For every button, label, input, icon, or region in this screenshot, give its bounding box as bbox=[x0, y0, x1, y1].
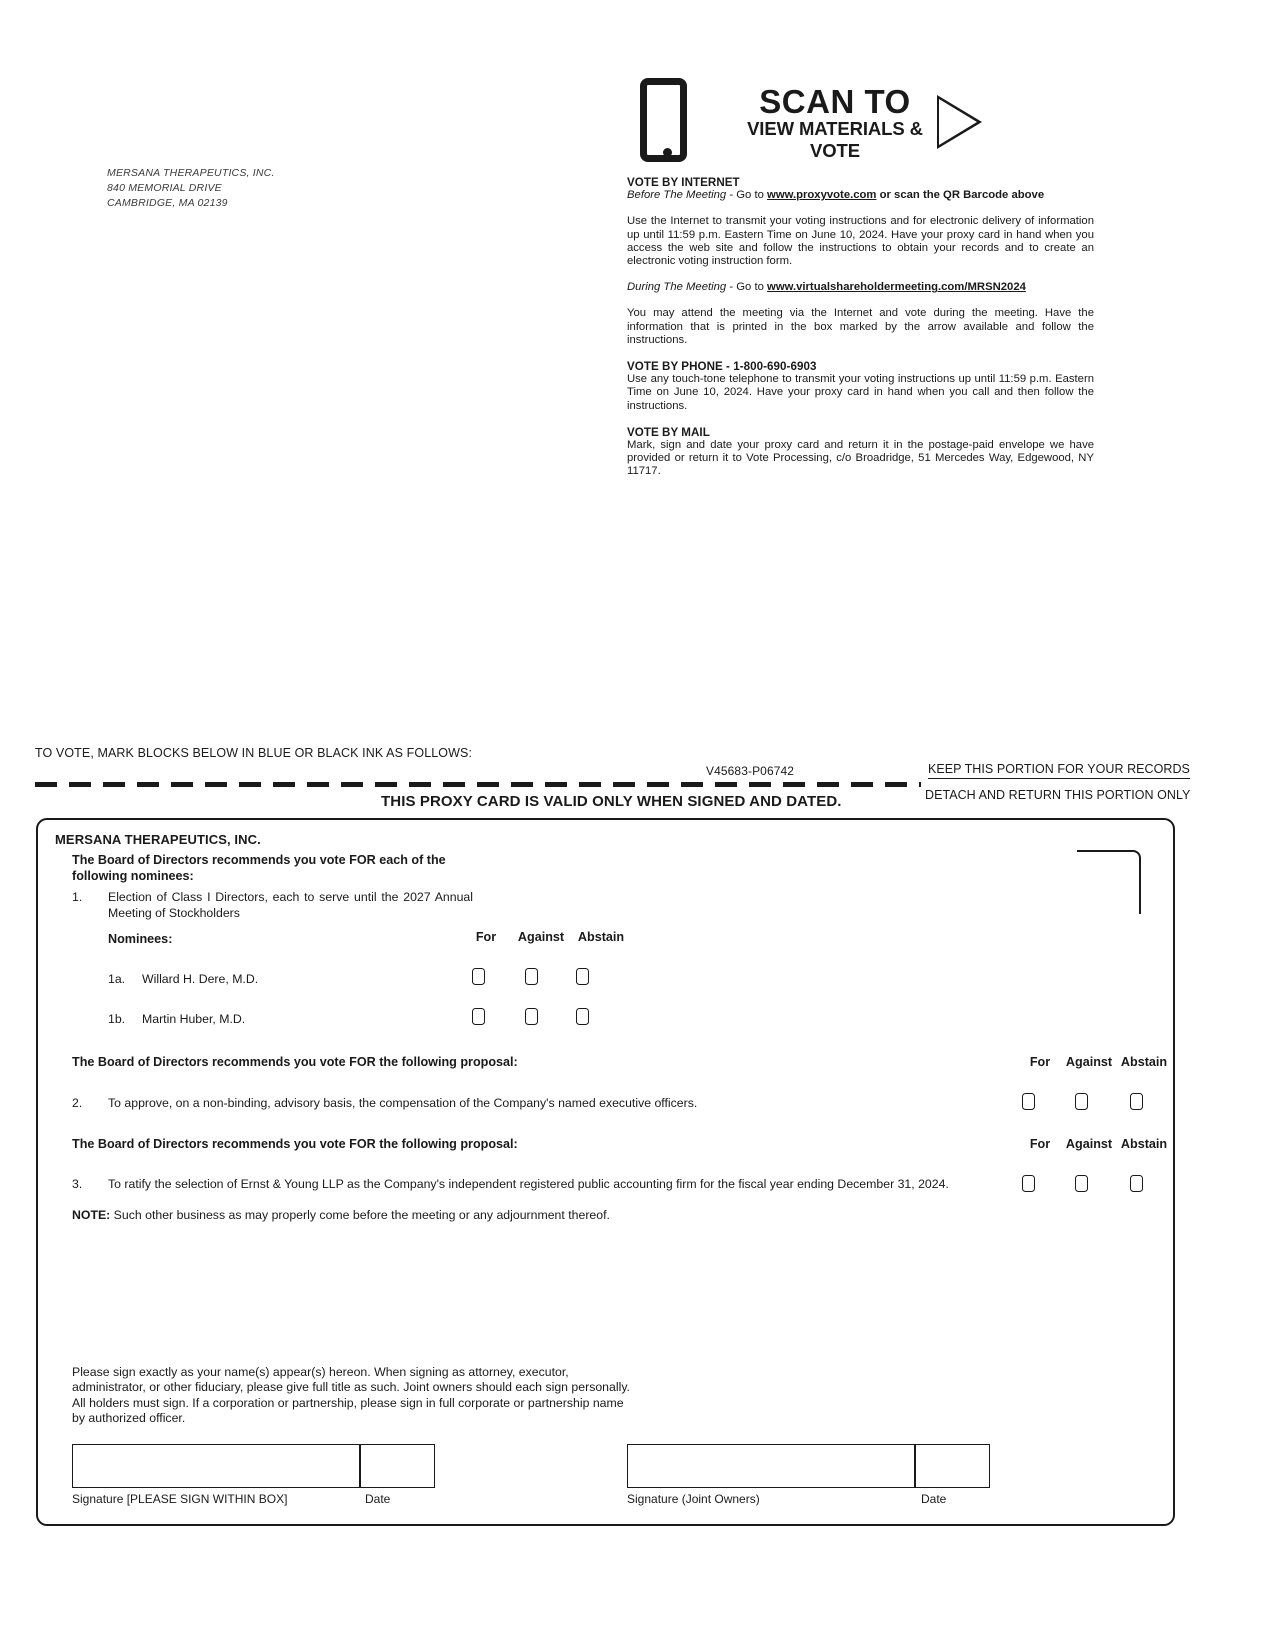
checkbox-proposal3-against[interactable] bbox=[1075, 1175, 1088, 1192]
column-header-against: Against bbox=[517, 930, 565, 944]
signature-field-primary[interactable] bbox=[72, 1444, 360, 1488]
mailing-address-line2: 840 MEMORIAL DRIVE bbox=[107, 182, 222, 194]
vote-by-mail-heading: VOTE BY MAIL bbox=[627, 425, 710, 439]
column-header-for: For bbox=[475, 930, 497, 944]
vote-by-phone-heading: VOTE BY PHONE - 1-800-690-6903 bbox=[627, 360, 817, 374]
card-company-name: MERSANA THERAPEUTICS, INC. bbox=[55, 832, 261, 847]
note-label: NOTE: bbox=[72, 1208, 111, 1222]
date-field-primary[interactable] bbox=[360, 1444, 435, 1488]
alignment-corner-mark bbox=[1077, 850, 1141, 914]
mark-instruction: TO VOTE, MARK BLOCKS BELOW IN BLUE OR BLACK INK AS FOLLOWS: bbox=[35, 746, 473, 760]
checkbox-nominee-1b-against[interactable] bbox=[525, 1008, 538, 1025]
vote-internet-before-line bbox=[627, 189, 1094, 202]
proposal3-text: To ratify the selection of Ernst & Young LLP as the Company's independent registered public accounting firm for the fiscal year ending December 31, 2024. bbox=[108, 1177, 949, 1191]
checkbox-nominee-1a-abstain[interactable] bbox=[576, 968, 589, 985]
vote-phone-body: Use any touch-tone telephone to transmit your voting instructions up until 11:59 p.m. Eastern Time on June 10, 2024. Have your proxy card in hand when you call and then follow the instructions. bbox=[627, 373, 1094, 412]
checkbox-nominee-1a-against[interactable] bbox=[525, 968, 538, 985]
mailing-address bbox=[107, 166, 275, 211]
checkbox-proposal2-abstain[interactable] bbox=[1130, 1093, 1143, 1110]
vote-column-headers-proposal1 bbox=[462, 930, 630, 944]
signature-caption-joint: Signature (Joint Owners) bbox=[627, 1492, 760, 1506]
checkbox-nominee-1b-for[interactable] bbox=[472, 1008, 485, 1025]
during-meeting-label: During The Meeting bbox=[627, 281, 727, 294]
nominees-label: Nominees: bbox=[108, 932, 173, 946]
scan-to-banner bbox=[640, 78, 980, 170]
vote-internet-during-body: You may attend the meeting via the Internet and vote during the meeting. Have the information that is printed in the box marked by the arrow available and follow the instructions. bbox=[627, 307, 1094, 346]
virtual-meeting-link[interactable]: www.virtualshareholdermeeting.com/MRSN2024 bbox=[767, 281, 1026, 294]
checkbox-nominee-1b-abstain[interactable] bbox=[576, 1008, 589, 1025]
proposal2-text: To approve, on a non-binding, advisory basis, the compensation of the Company's named executive officers. bbox=[108, 1096, 698, 1110]
checkbox-proposal3-abstain[interactable] bbox=[1130, 1175, 1143, 1192]
during-meeting-sep: - Go to bbox=[726, 281, 768, 294]
vote-internet-body: Use the Internet to transmit your voting instructions and for electronic delivery of information up until 11:59 p.m. Eastern Time on June 10, 2024. Have your proxy card in hand when you access the web site and follow the instructions to obtain your records and to create an electronic voting instruction form. bbox=[627, 215, 1094, 268]
column-header-against-3: Against bbox=[1065, 1137, 1113, 1151]
vote-mail-body: Mark, sign and date your proxy card and return it in the postage-paid envelope we have provided or return it to Vote Processing, c/o Broadridge, 51 Mercedes Way, Edgewood, NY 11717. bbox=[627, 439, 1094, 478]
before-meeting-label: Before The Meeting bbox=[627, 189, 727, 202]
nominee-1a-name: Willard H. Dere, M.D. bbox=[142, 972, 259, 986]
checkbox-proposal3-for[interactable] bbox=[1022, 1175, 1035, 1192]
date-caption-joint: Date bbox=[921, 1492, 947, 1506]
scan-banner-text bbox=[740, 85, 930, 162]
vote-by-internet-heading: VOTE BY INTERNET bbox=[627, 176, 740, 189]
recommendation-nominees: The Board of Directors recommends you vote FOR each of the following nominees: bbox=[72, 853, 446, 883]
before-meeting-tail: or scan the QR Barcode above bbox=[876, 189, 1045, 202]
note-text: Such other business as may properly come before the meeting or any adjournment thereof. bbox=[110, 1208, 610, 1222]
smartphone-icon bbox=[640, 78, 687, 162]
scan-banner-line1: SCAN TO bbox=[759, 83, 911, 120]
mailing-address-line1: MERSANA THERAPEUTICS, INC. bbox=[107, 167, 275, 179]
scan-banner-line2: VIEW MATERIALS & VOTE bbox=[747, 118, 923, 161]
column-header-abstain-2: Abstain bbox=[1120, 1055, 1168, 1069]
checkbox-proposal2-against[interactable] bbox=[1075, 1093, 1088, 1110]
proposal2-number: 2. bbox=[72, 1096, 83, 1110]
vote-instructions bbox=[627, 176, 1094, 479]
vote-column-headers-proposal3 bbox=[1018, 1137, 1172, 1151]
nominee-1a-index: 1a. bbox=[108, 972, 126, 986]
recommendation-proposal2: The Board of Directors recommends you vote FOR the following proposal: bbox=[72, 1055, 518, 1069]
column-header-for-2: For bbox=[1029, 1055, 1051, 1069]
nominee-1b-index: 1b. bbox=[108, 1012, 126, 1026]
mailing-address-line3: CAMBRIDGE, MA 02139 bbox=[107, 197, 228, 209]
vote-column-headers-proposal2 bbox=[1018, 1055, 1172, 1069]
signature-caption-primary: Signature [PLEASE SIGN WITHIN BOX] bbox=[72, 1492, 288, 1506]
signature-field-joint[interactable] bbox=[627, 1444, 915, 1488]
proposal3-number: 3. bbox=[72, 1177, 83, 1191]
recommendation-proposal3: The Board of Directors recommends you vote FOR the following proposal: bbox=[72, 1137, 518, 1151]
before-meeting-sep: - Go to bbox=[726, 189, 768, 202]
proposal1-text: Election of Class I Directors, each to serve until the 2027 Annual Meeting of Stockholders bbox=[108, 890, 473, 920]
perforation-dashed-line bbox=[35, 782, 921, 787]
checkbox-nominee-1a-for[interactable] bbox=[472, 968, 485, 985]
column-header-against-2: Against bbox=[1065, 1055, 1113, 1069]
date-caption-primary: Date bbox=[365, 1492, 391, 1506]
proxyvote-link[interactable]: www.proxyvote.com bbox=[767, 189, 877, 202]
nominee-1b-name: Martin Huber, M.D. bbox=[142, 1012, 246, 1026]
control-number: V45683-P06742 bbox=[706, 764, 795, 778]
column-header-abstain: Abstain bbox=[577, 930, 625, 944]
vote-internet-during-line bbox=[627, 281, 1094, 294]
keep-portion-notice: KEEP THIS PORTION FOR YOUR RECORDS bbox=[928, 762, 1190, 779]
valid-when-signed-notice: THIS PROXY CARD IS VALID ONLY WHEN SIGNED AND DATED. bbox=[381, 793, 842, 810]
checkbox-proposal2-for[interactable] bbox=[1022, 1093, 1035, 1110]
arrow-triangle-icon bbox=[937, 95, 982, 149]
date-field-joint[interactable] bbox=[915, 1444, 990, 1488]
detach-portion-notice: DETACH AND RETURN THIS PORTION ONLY bbox=[925, 788, 1191, 802]
proposal1-number: 1. bbox=[72, 890, 83, 904]
note-line bbox=[72, 1208, 712, 1224]
signature-instructions: Please sign exactly as your name(s) appear(s) hereon. When signing as attorney, executor, administrator, or other fiduciary, please give full title as such. Joint owners should each sign personally. All holders must sign. If a corporation or partnership, please sign in full corporate or partnership name by authorized officer. bbox=[72, 1365, 630, 1426]
ballot-card bbox=[36, 818, 1175, 1526]
column-header-for-3: For bbox=[1029, 1137, 1051, 1151]
column-header-abstain-3: Abstain bbox=[1120, 1137, 1168, 1151]
